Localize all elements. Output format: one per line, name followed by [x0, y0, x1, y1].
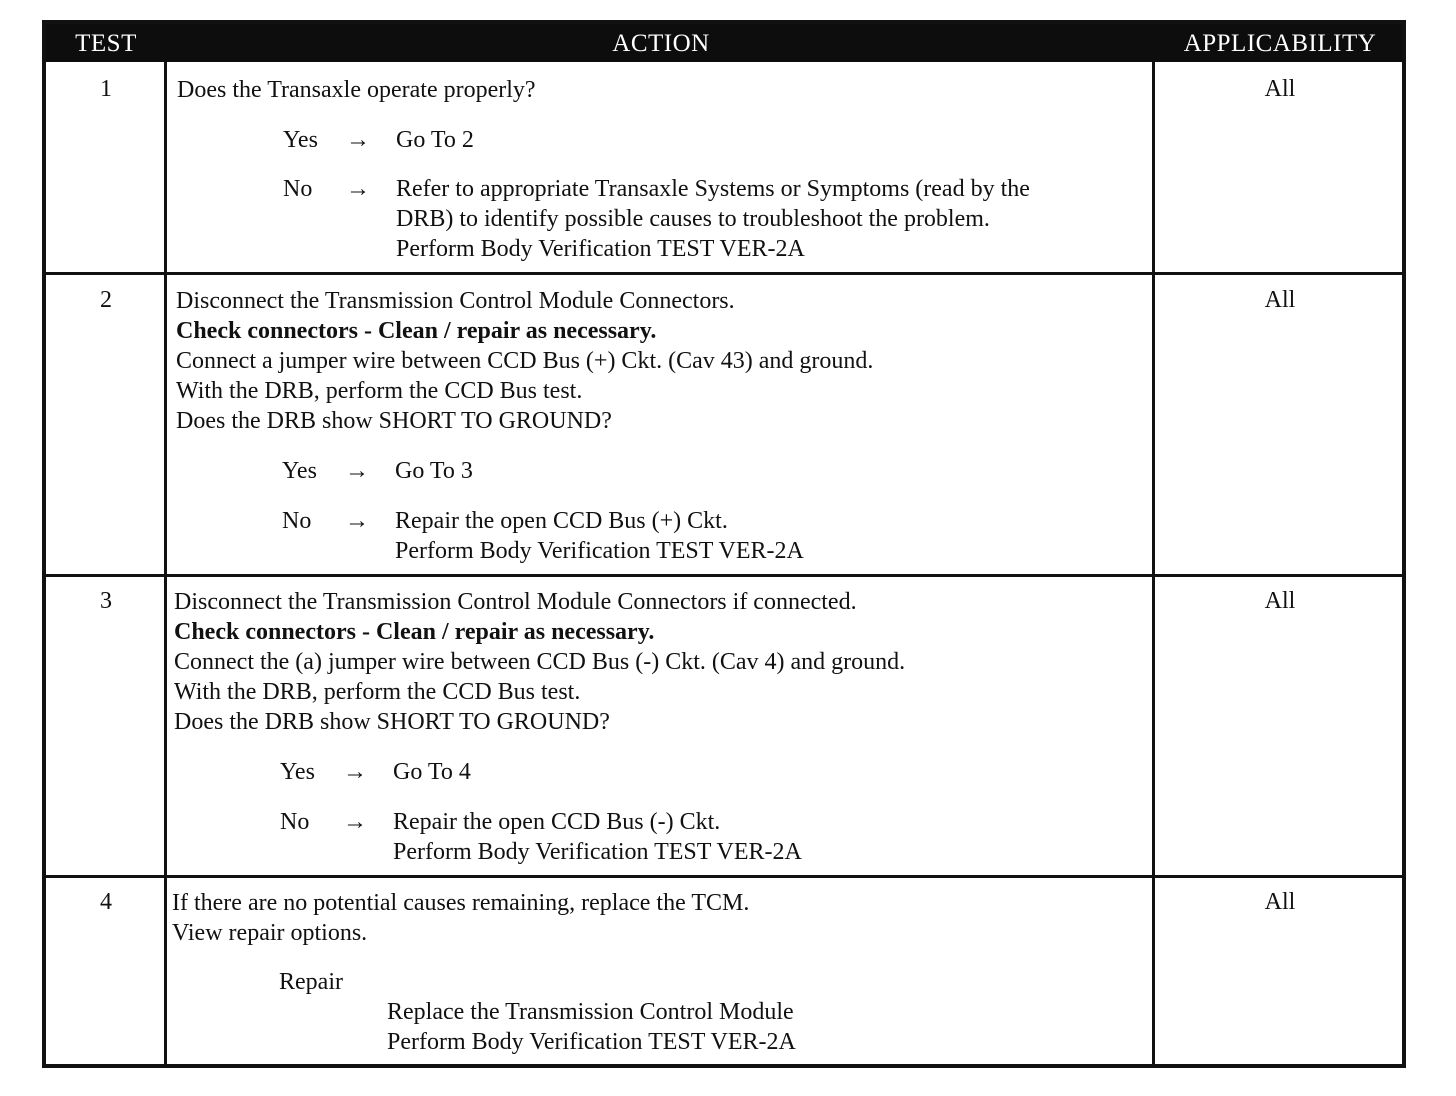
yes-result: Go To 3: [395, 458, 473, 484]
no-label: No: [283, 176, 313, 202]
arrow-icon: →: [346, 176, 370, 202]
no-result: [395, 506, 804, 566]
yes-label: Yes: [282, 458, 317, 484]
arrow-icon: →: [345, 458, 369, 484]
no-result-line: Perform Body Verification TEST VER-2A: [396, 236, 805, 262]
yes-result: Go To 4: [393, 759, 471, 785]
yes-label: Yes: [280, 759, 315, 785]
repair-result: [387, 997, 796, 1057]
repair-result-line: Perform Body Verification TEST VER-2A: [387, 1029, 796, 1055]
row-divider: [46, 574, 1402, 577]
header-test: TEST: [75, 30, 137, 57]
arrow-icon: →: [343, 759, 367, 785]
repair-result-line: Replace the Transmission Control Module: [387, 999, 794, 1025]
no-result-line: Perform Body Verification TEST VER-2A: [395, 538, 804, 564]
applicability-value: All: [1264, 287, 1296, 313]
action-line: View repair options.: [172, 920, 368, 946]
test-number: 3: [100, 588, 112, 614]
arrow-icon: →: [345, 508, 369, 534]
no-result: [396, 174, 1030, 264]
no-result-line: DRB) to identify possible causes to troubleshoot the problem.: [396, 206, 990, 232]
arrow-icon: →: [346, 127, 370, 153]
no-label: No: [280, 809, 310, 835]
action-line-bold: Check connectors - Clean / repair as necessary.: [176, 318, 657, 344]
action-line: Does the Transaxle operate properly?: [177, 77, 536, 103]
yes-result: Go To 2: [396, 127, 474, 153]
action-line: Disconnect the Transmission Control Module Connectors.: [176, 288, 735, 314]
repair-label: Repair: [279, 969, 343, 995]
table-header: [46, 24, 1402, 62]
test-number: 4: [100, 889, 112, 915]
action-line: Does the DRB show SHORT TO GROUND?: [174, 709, 610, 735]
yes-label: Yes: [283, 127, 318, 153]
no-label: No: [282, 508, 312, 534]
diagnostic-test-table: [42, 20, 1406, 1068]
no-result: [393, 807, 802, 867]
test-number: 1: [100, 76, 112, 102]
test-number: 2: [100, 287, 112, 313]
action-line: Disconnect the Transmission Control Module Connectors if connected.: [174, 589, 857, 615]
action-line: Connect the (a) jumper wire between CCD Bus (-) Ckt. (Cav 4) and ground.: [174, 649, 906, 675]
action-text: [177, 75, 536, 105]
no-result-line: Perform Body Verification TEST VER-2A: [393, 839, 802, 865]
arrow-icon: →: [343, 809, 367, 835]
action-line: If there are no potential causes remaining, replace the TCM.: [172, 890, 750, 916]
row-divider: [46, 272, 1402, 275]
action-line: Connect a jumper wire between CCD Bus (+) Ckt. (Cav 43) and ground.: [176, 348, 874, 374]
action-text: [174, 587, 905, 737]
header-applicability: APPLICABILITY: [1183, 30, 1377, 57]
no-result-line: Refer to appropriate Transaxle Systems or Symptoms (read by the: [396, 176, 1030, 202]
applicability-value: All: [1264, 889, 1296, 915]
row-divider: [46, 875, 1402, 878]
no-result-line: Repair the open CCD Bus (+) Ckt.: [395, 508, 728, 534]
header-action: ACTION: [612, 30, 710, 57]
applicability-value: All: [1264, 76, 1296, 102]
action-line: With the DRB, perform the CCD Bus test.: [176, 378, 583, 404]
applicability-value: All: [1264, 588, 1296, 614]
action-text: [172, 888, 749, 948]
action-line: With the DRB, perform the CCD Bus test.: [174, 679, 581, 705]
action-text: [176, 286, 873, 436]
action-line-bold: Check connectors - Clean / repair as necessary.: [174, 619, 655, 645]
no-result-line: Repair the open CCD Bus (-) Ckt.: [393, 809, 721, 835]
action-line: Does the DRB show SHORT TO GROUND?: [176, 408, 612, 434]
